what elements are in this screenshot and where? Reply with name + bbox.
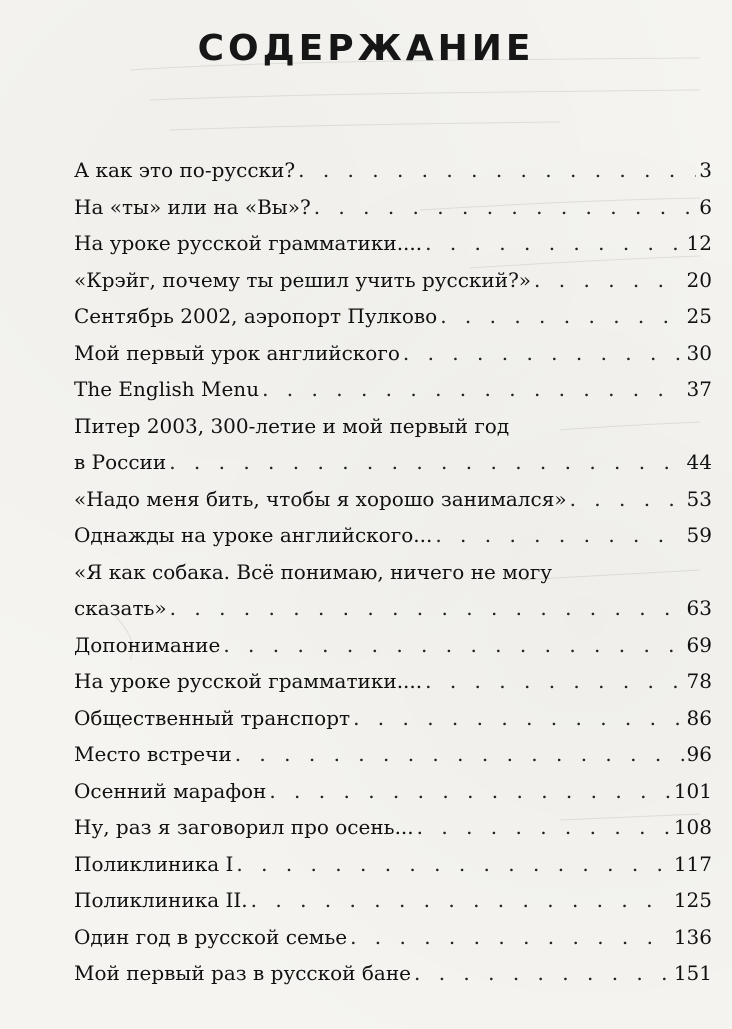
toc-entry: [74, 335, 712, 372]
toc-entry-title: Мой первый урок английского: [74, 340, 400, 365]
toc-entry-page-number: 37: [686, 377, 712, 401]
toc-entry-title: На уроке русской грамматики....: [74, 669, 423, 693]
toc-entry-page-number: 6: [699, 194, 712, 219]
toc-entry-title: А как это по-русски?: [74, 158, 296, 182]
toc-entry-line: [74, 444, 712, 481]
toc-entry: [74, 846, 712, 883]
toc-entry-line: [74, 809, 712, 846]
toc-entry: [74, 517, 712, 554]
dot-leader: [534, 262, 684, 299]
toc-entry: [74, 152, 712, 189]
toc-entry-line: [74, 225, 712, 262]
dot-leader: [417, 809, 671, 846]
page-title: СОДЕРЖАНИЕ: [197, 28, 535, 69]
toc-entry-line: [74, 590, 712, 627]
dot-leader: [353, 700, 683, 737]
toc-entry-title: сказать»: [74, 596, 167, 620]
toc-entry-page-number: 101: [673, 778, 712, 803]
toc-entry: [74, 919, 712, 956]
toc-entry-title: Общественный транспорт: [74, 705, 351, 730]
toc-entry-title: «Надо меня бить, чтобы я хорошо занимался»: [74, 486, 567, 511]
toc-entry-page-number: 86: [686, 705, 712, 730]
toc-entry-line: [74, 371, 712, 408]
toc-entry-title: На «ты» или на «Вы»?: [74, 194, 311, 219]
toc-entry-title: Мой первый раз в русской бане: [74, 961, 411, 985]
toc-entry: [74, 955, 712, 992]
toc-entry: [74, 298, 712, 335]
toc-entry-page-number: 20: [686, 267, 712, 292]
dot-leader: [314, 189, 697, 226]
toc-entry: [74, 481, 712, 518]
toc-entry-line: [74, 152, 712, 189]
dot-leader: [425, 225, 683, 262]
toc-entry-line: [74, 882, 712, 919]
toc-entry-page-number: 3: [699, 158, 712, 182]
toc-entry-title: Один год в русской семье: [74, 924, 348, 949]
toc-entry-title: «Крэйг, почему ты решил учить русский?»: [74, 267, 532, 292]
toc-entry-page-number: 59: [686, 523, 712, 547]
toc-entry-page-number: 69: [686, 632, 712, 657]
toc-entry-page-number: 30: [686, 340, 712, 365]
toc-entry-title: Поликлиника I: [74, 851, 234, 876]
toc-entry-page-number: 78: [686, 669, 712, 693]
toc-entry-title: На уроке русской грамматики....: [74, 231, 423, 255]
dot-leader: [403, 335, 684, 372]
toc-entry: [74, 225, 712, 262]
toc-entry-title: Осенний марафон: [74, 778, 267, 803]
table-of-contents: [74, 152, 712, 992]
toc-entry: [74, 773, 712, 810]
toc-entry-page-number: 63: [686, 596, 712, 620]
dot-leader: [223, 627, 683, 664]
dot-leader: [570, 481, 684, 518]
toc-entry-page-number: 53: [686, 486, 712, 511]
toc-entry: [74, 736, 712, 773]
toc-entry-line: [74, 919, 712, 956]
toc-entry-line: [74, 700, 712, 737]
toc-entry-page-number: 25: [686, 304, 712, 328]
toc-entry-line: [74, 335, 712, 372]
toc-entry-line: [74, 846, 712, 883]
toc-entry-page-number: 12: [686, 231, 712, 255]
dot-leader: [262, 371, 683, 408]
dot-leader: [170, 590, 684, 627]
toc-entry-page-number: 117: [673, 851, 712, 876]
toc-entry: [74, 262, 712, 299]
dot-leader: [414, 955, 671, 992]
toc-entry-title: Допонимание: [74, 632, 221, 657]
toc-entry-title: Сентябрь 2002, аэропорт Пулково: [74, 304, 438, 328]
toc-entry-title: в России: [74, 450, 167, 474]
toc-entry-title: Поликлиника II.: [74, 888, 248, 912]
toc-entry-page-number: 108: [673, 815, 712, 839]
dot-leader: [251, 882, 671, 919]
dot-leader: [298, 152, 696, 189]
toc-entry: [74, 189, 712, 226]
toc-entry-title-line: «Я как собака. Всё понимаю, ничего не могу: [74, 559, 553, 584]
toc-entry-title: Ну, раз я заговорил про осень...: [74, 815, 414, 839]
toc-entry: [74, 882, 712, 919]
toc-entry-page-number: 96: [686, 742, 712, 766]
toc-entry: [74, 627, 712, 664]
toc-entry-page-number: 151: [673, 961, 712, 985]
toc-entry-line: [74, 481, 712, 518]
dot-leader: [235, 736, 684, 773]
toc-entry: [74, 371, 712, 408]
toc-entry-page-number: 136: [673, 924, 712, 949]
dot-leader: [236, 846, 670, 883]
toc-entry-line: [74, 627, 712, 664]
toc-entry-line: [74, 298, 712, 335]
toc-entry-title: Однажды на уроке английского...: [74, 523, 433, 547]
dot-leader: [169, 444, 683, 481]
toc-entry-page-number: 125: [673, 888, 712, 912]
toc-entry-line: [74, 517, 712, 554]
toc-entry: [74, 663, 712, 700]
toc-entry-page-number: 44: [686, 450, 712, 474]
toc-entry-title-line: Питер 2003, 300-летие и мой первый год: [74, 413, 510, 438]
toc-entry-line: [74, 736, 712, 773]
toc-entry: [74, 408, 712, 481]
dot-leader: [425, 663, 683, 700]
toc-entry-line: [74, 189, 712, 226]
dot-leader: [440, 298, 683, 335]
toc-entry: [74, 554, 712, 627]
dot-leader: [350, 919, 671, 956]
dot-leader: [435, 517, 683, 554]
toc-entry-line: [74, 262, 712, 299]
toc-entry-line: [74, 955, 712, 992]
toc-entry: [74, 700, 712, 737]
toc-entry-title: The English Menu: [74, 377, 260, 401]
toc-entry-line: [74, 773, 712, 810]
dot-leader: [269, 773, 670, 810]
toc-entry-title: Место встречи: [74, 742, 232, 766]
toc-entry-line: [74, 663, 712, 700]
toc-entry: [74, 809, 712, 846]
